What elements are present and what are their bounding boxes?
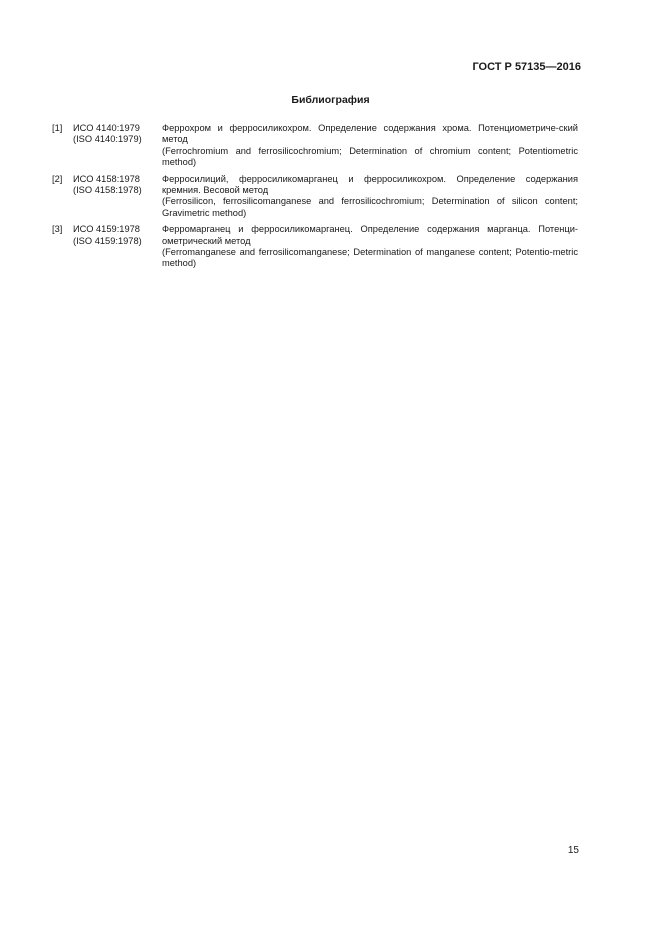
bibliography-entry [52,224,578,270]
description-en: (Ferrochromium and ferrosilicochromium; Determination of chromium content; Potentiometric method) [162,145,578,168]
standard-id: ИСО 4159:1978 [73,224,140,235]
entry-standard [73,123,162,169]
bibliography-list [52,123,578,275]
entry-description [162,123,578,169]
description-en: (Ferrosilicon, ferrosilicomanganese and ferrosilicochromium; Determination of silicon content; Gravimetric method) [162,196,578,218]
entry-standard [73,224,162,270]
page-number: 15 [567,845,579,856]
description-ru: Феррохром и ферросиликохром. Определение содержания хрома. Потенциометриче-ский метод [162,123,578,145]
entry-description [162,224,578,270]
standard-id: ИСО 4140:1979 [73,123,140,133]
bibliography-entry [52,123,578,169]
standard-id: ИСО 4158:1978 [73,173,140,184]
description-ru: Ферромарганец и ферросиликомарганец. Определение содержания марганца. Потенци-ометрический метод [162,224,578,246]
description-en: (Ferromanganese and ferrosilicomanganese; Determination of manganese content; Potentio-metric method) [162,247,578,269]
entry-standard [73,174,162,220]
standard-id-en: (ISO 4159:1978) [73,235,142,246]
document-code: ГОСТ Р 57135—2016 [472,61,581,73]
entry-description [162,174,578,220]
description-ru: Ферросилиций, ферросиликомарганец и ферросиликохром. Определение содержания кремния. Весовой метод [162,173,578,196]
standard-id-en: (ISO 4140:1979) [73,134,142,145]
bibliography-entry [52,174,578,220]
standard-id-en: (ISO 4158:1978) [73,185,142,196]
entry-number: [2] [52,173,63,184]
entry-number: [1] [52,123,63,133]
entry-number: [3] [52,224,63,235]
bibliography-title: Библиография [291,94,370,106]
